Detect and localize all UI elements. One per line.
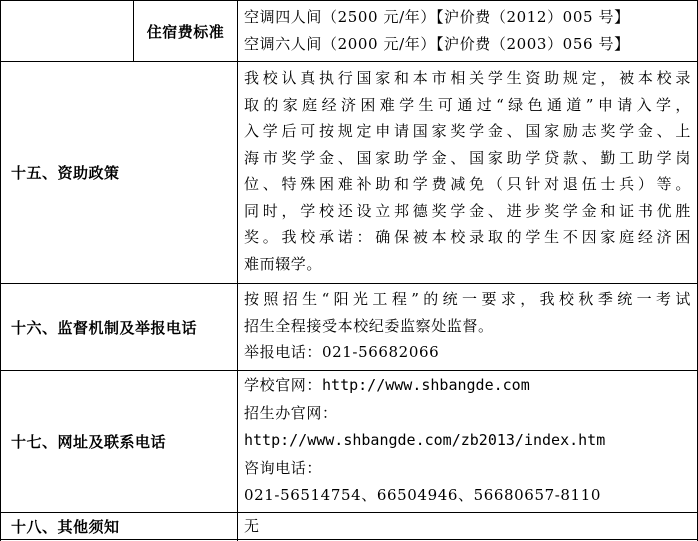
school-site-link[interactable]: http://www.shbangde.com [322,376,530,394]
supervision-label: 十六、监督机制及举报电话 [11,318,198,337]
financial-aid-line: 取的家庭经济困难学生可通过“绿色通道”申请入学， [244,95,691,114]
accommodation-line: 空调六人间（2000 元/年）【沪价费（2003）056 号】 [244,34,630,53]
accommodation-content [238,4,697,61]
financial-aid-line: 入学后可按规定申请国家奖学金、国家励志奖学金、上 [244,122,691,140]
financial-aid-label: 十五、资助政策 [11,164,120,182]
other-label: 十八、其他须知 [11,517,120,536]
consult-phones: 021-56514754、66504946、56680657-8110 [244,486,601,504]
school-site-label: 学校官网： [244,376,323,394]
accommodation-label: 住宿费标准 [146,22,225,41]
financial-aid-line: 海市奖学金、国家助学金、国家助学贷款、勤工助学岗 [244,148,691,167]
financial-aid-line: 我校认真执行国家和本市相关学生资助规定，被本校录 [244,69,691,87]
other-content [238,513,697,539]
table-border-top [0,0,698,1]
supervision-content [238,286,697,370]
financial-aid-line: 同时，学校还设立邦德奖学金、进步奖学金和证书优胜 [244,201,691,220]
financial-aid-line: 奖。我校承诺：确保被本校录取的学生不因家庭经济困 [244,228,691,246]
school-site-line [244,372,691,400]
accommodation-line: 空调四人间（2500 元/年）【沪价费（2012）005 号】 [244,8,630,26]
financial-aid-content [238,65,697,283]
other-value: 无 [244,517,260,535]
report-phone: 举报电话：021-56682066 [244,343,440,361]
admissions-site-link[interactable]: http://www.shbangde.com/zb2013/index.htm [244,431,606,449]
phone-label: 咨询电话： [244,458,323,477]
supervision-line: 按照招生“阳光工程”的统一要求，我校秋季统一考试 [244,290,691,308]
financial-aid-line: 难而辍学。 [244,254,323,273]
admissions-site-label: 招生办官网： [244,403,338,422]
website-content [238,372,697,512]
financial-aid-line: 位、特殊困难补助和学费减免（只针对退伍士兵）等。 [244,175,691,193]
supervision-line: 招生全程接受本校纪委监察处监督。 [244,316,494,335]
table-border-bottom [0,539,698,540]
website-label: 十七、网址及联系电话 [11,433,167,451]
